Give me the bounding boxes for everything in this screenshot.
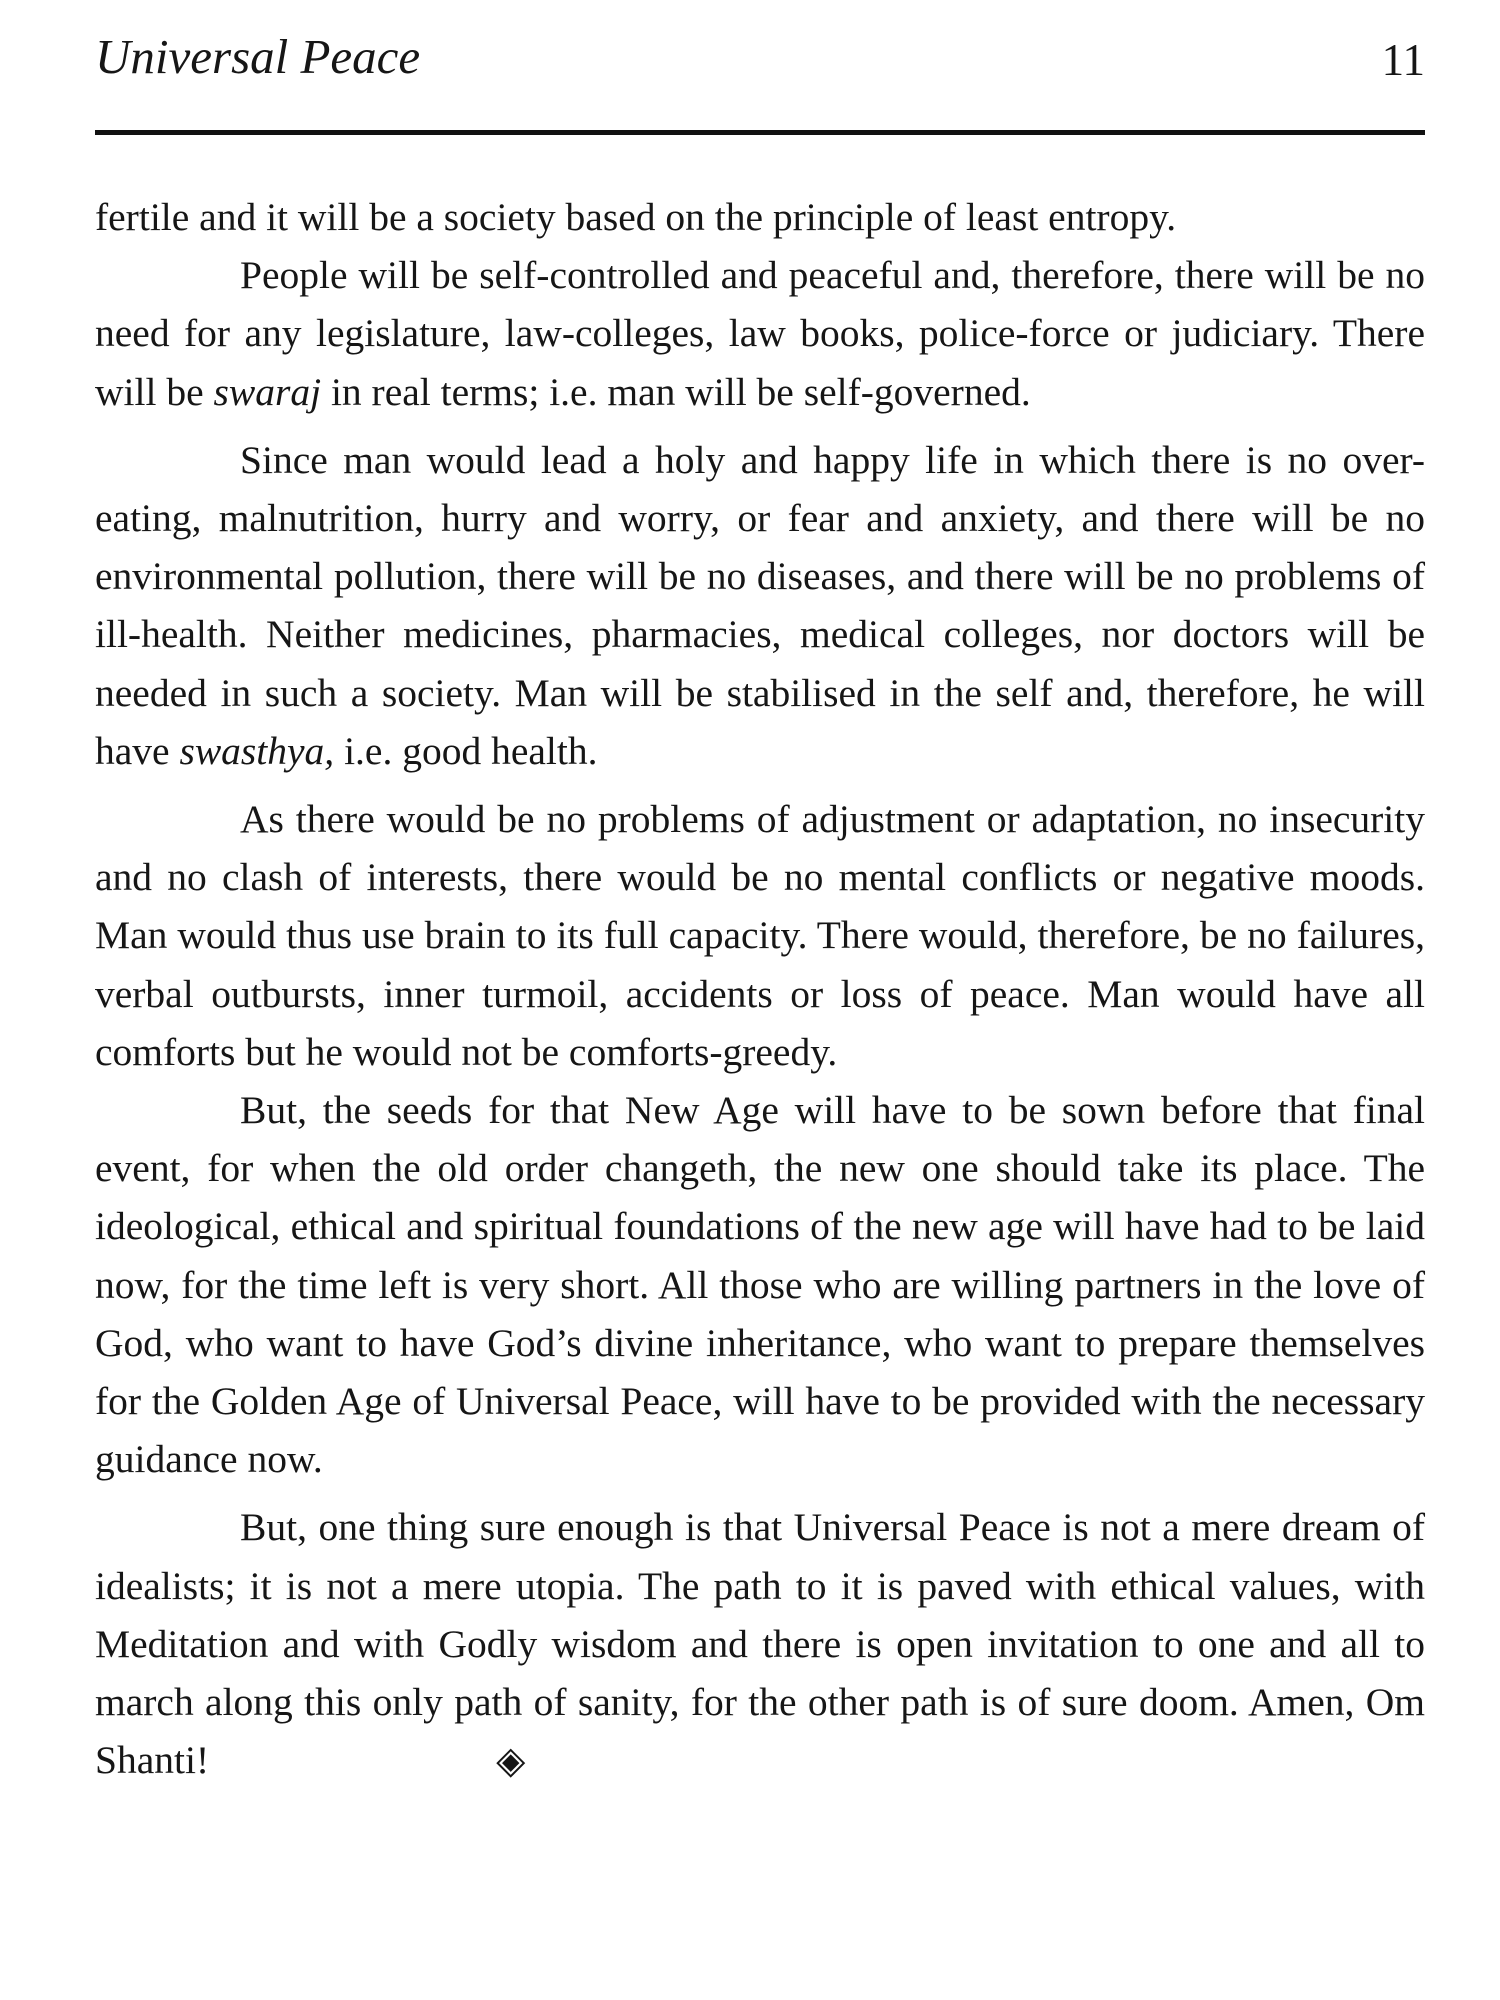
body-text [95,188,1425,1790]
running-head [95,30,1425,100]
header-rule [95,130,1425,135]
paragraph-4: As there would be no problems of adjustment or adaptation, no insecurity and no clash of interests, there would be no mental conflicts or negative moods. Man would thus use brain to its full capacity. There would, therefore, be no failures, verbal outbursts, inner turmoil, accidents or loss of peace. Man would have all comforts but he would not be comforts-greedy. [95,797,1425,1074]
book-page [95,29,1425,1783]
book-title: Universal Peace [95,29,421,84]
paragraph-2: People will be self-controlled and peaceful and, therefore, there will be no need for any legislature, law-colleges, law books, police-force or judiciary. There will be swaraj in real terms; i.e. man will be self-governed. [95,253,1425,414]
page-number: 11 [1381,35,1425,85]
term-swasthya: swasthya, [179,728,335,773]
term-swaraj: swaraj [213,369,322,414]
paragraph-5: But, the seeds for that New Age will have to be sown before that final event, for when the old order changeth, the new one should take its place. The ideological, ethical and spiritual foundations of the new age will have had to be laid now, for the time left is very short. All those who are willing partners in the love of God, who want to have God’s divine inheritance, who want to prepare themselves for the Golden Age of Universal Peace, will have to be provided with the necessary guidance now. [95,1088,1425,1482]
paragraph-6: But, one thing sure enough is that Universal Peace is not a mere dream of idealists; it is not a mere utopia. The path to it is paved with ethical values, with Meditation and with Godly wisdom and there is open invitation to one and all to march along this only path of sanity, for the other path is of sure doom. Amen, Om Shanti! ◈ [95,1498,1425,1790]
diamond-ornament-icon: ◈ [496,1740,526,1783]
paragraph-1: fertile and it will be a society based on the principle of least entropy. [95,195,1177,239]
paragraph-3: Since man would lead a holy and happy life in which there is no over-eating, malnutrition, hurry and worry, or fear and anxiety, and there will be no environmental pollution, there will be no diseases, and there will be no problems of ill-health. Neither medicines, pharmacies, medical colleges, nor doctors will be needed in such a society. Man will be stabilised in the self and, therefore, he will have swasthya, i.e. good health. [95,437,1425,773]
